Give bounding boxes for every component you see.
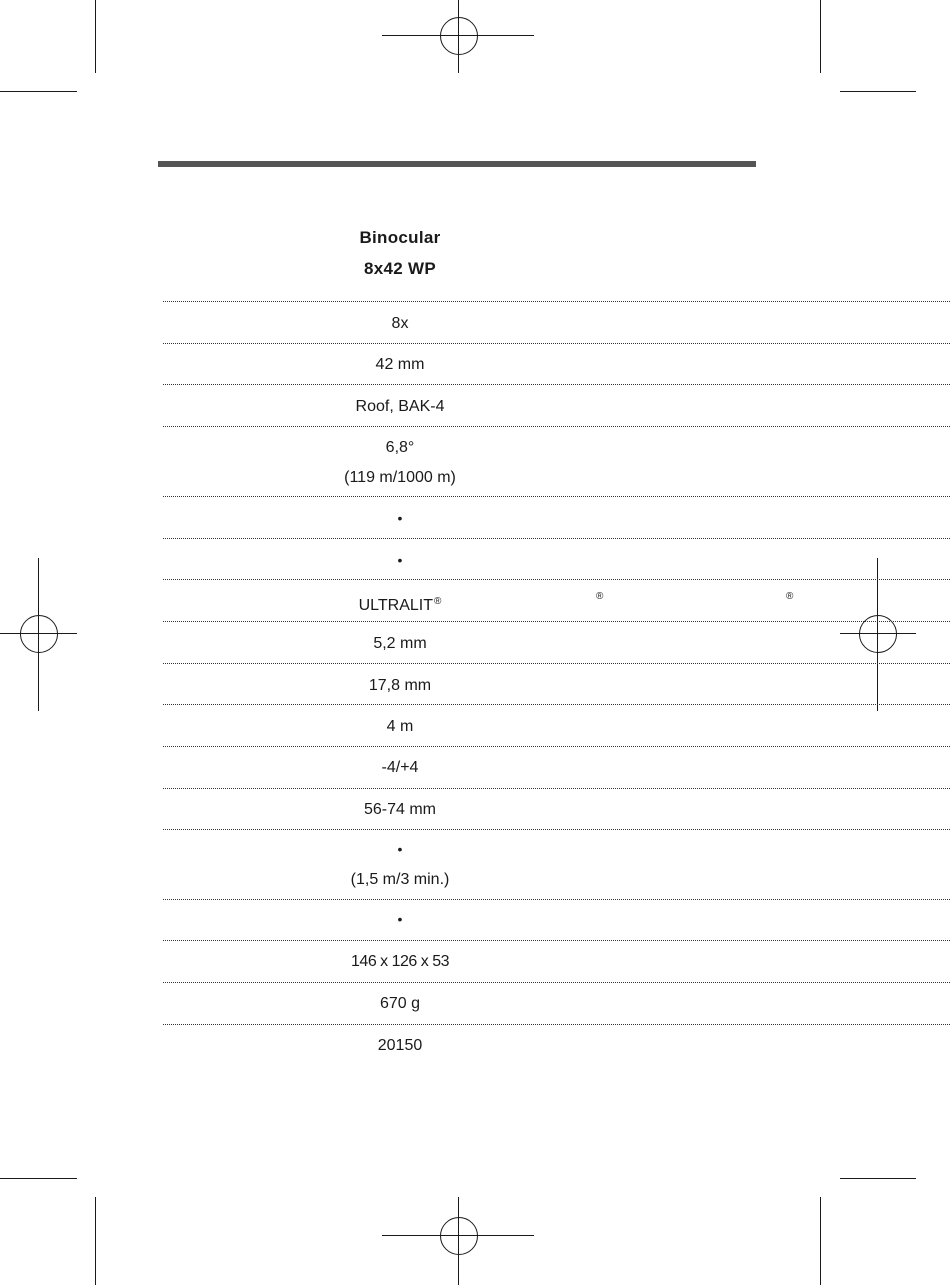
spec-prism-system: Roof, BAK-4 (355, 398, 445, 415)
header-bar (158, 161, 756, 167)
row-divider (163, 704, 950, 705)
crop-mark-bottom-right-h (840, 1178, 916, 1179)
row-divider (163, 579, 950, 580)
spec-waterproof: (1,5 m/3 min.) (350, 871, 450, 888)
row-divider (163, 663, 950, 664)
row-divider (163, 621, 950, 622)
crop-mark-bottom-left-v (95, 1197, 96, 1285)
spec-bullet-2: • (397, 552, 403, 568)
row-divider (163, 940, 950, 941)
spec-field-of-view-linear: (119 m/1000 m) (344, 469, 456, 486)
crop-mark-bottom-left-h (0, 1178, 77, 1179)
crop-mark-bottom-right-v (820, 1197, 821, 1285)
row-divider (163, 538, 950, 539)
registered-mark-mid: ® (596, 591, 604, 602)
spec-dimensions: 146 x 126 x 53 (351, 953, 449, 970)
row-divider (163, 788, 950, 789)
row-divider (163, 899, 950, 900)
spec-article-number: 20150 (377, 1037, 423, 1054)
row-divider (163, 1024, 950, 1025)
spec-field-of-view-angle: 6,8° (385, 439, 415, 456)
registration-target-bottom-circle (440, 1217, 478, 1255)
spec-bullet-3: • (397, 841, 403, 857)
row-divider (163, 426, 950, 427)
registered-mark-right: ® (786, 591, 794, 602)
product-title-line2: 8x42 WP (363, 259, 437, 278)
crop-mark-top-left-v (95, 0, 96, 73)
crop-mark-top-right-v (820, 0, 821, 73)
spec-exit-pupil: 5,2 mm (373, 635, 427, 652)
registration-target-left-circle (20, 615, 58, 653)
spec-bullet-4: • (397, 911, 403, 927)
spec-eye-relief: 17,8 mm (368, 677, 432, 694)
product-title-line1: Binocular (359, 228, 441, 247)
row-divider (163, 746, 950, 747)
spec-magnification: 8x (391, 315, 409, 332)
spec-diopter: -4/+4 (381, 759, 419, 776)
spec-objective-diameter: 42 mm (375, 356, 425, 373)
row-divider (163, 301, 950, 302)
spec-coating (300, 593, 500, 615)
crop-mark-top-right-h (840, 91, 916, 92)
spec-close-focus: 4 m (386, 718, 414, 735)
spec-weight: 670 g (379, 995, 421, 1012)
crop-mark-top-left-h (0, 91, 77, 92)
row-divider (163, 384, 950, 385)
spec-interpupillary-distance: 56-74 mm (363, 801, 437, 818)
row-divider (163, 829, 950, 830)
registration-target-top-circle (440, 17, 478, 55)
spec-bullet-1: • (397, 510, 403, 526)
registered-mark: ® (434, 596, 442, 607)
spec-coating-name: ULTRALIT (358, 597, 433, 614)
row-divider (163, 343, 950, 344)
row-divider (163, 496, 950, 497)
row-divider (163, 982, 950, 983)
